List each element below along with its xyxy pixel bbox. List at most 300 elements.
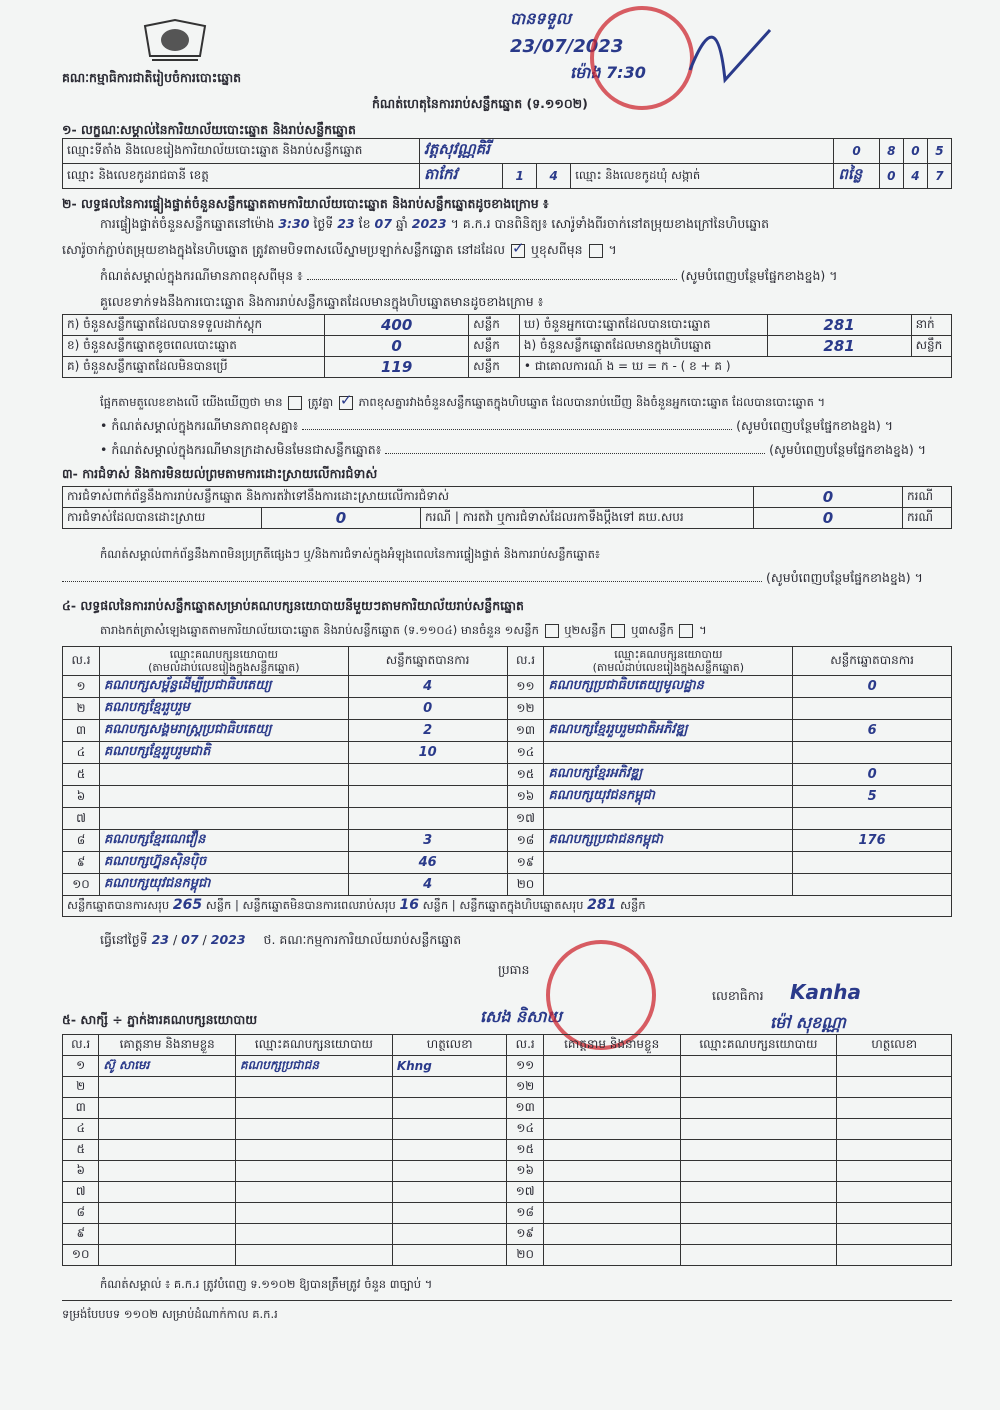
party-name: គណបក្សខ្មែរណេវឿន xyxy=(99,830,348,852)
ballot-counts-table xyxy=(62,314,952,378)
year-label: ឆ្នាំ xyxy=(395,216,408,231)
table-row xyxy=(63,698,952,720)
note2-line xyxy=(100,418,893,434)
note3-line xyxy=(100,442,926,458)
witness-signature xyxy=(392,1182,507,1203)
witness-party xyxy=(236,1182,393,1203)
party-votes: 2 xyxy=(348,720,507,742)
row-c-value: 119 xyxy=(325,357,469,378)
compare-line xyxy=(100,394,825,410)
note1-dots[interactable] xyxy=(307,279,677,280)
row-e-value: 281 xyxy=(767,336,911,357)
witness-name xyxy=(99,1203,236,1224)
valid-total-label: សន្លឹកឆ្នោតបានការសរុប xyxy=(67,898,170,912)
witness-no: ១៤ xyxy=(507,1119,543,1140)
intro-rows: គួលេខទាក់ទងនឹងការបោះឆ្នោត និងការរាប់សន្លឹកឆ្នោតដែលមានក្នុងហិបឆ្នោតមានដូចខាងក្រោម ៖ xyxy=(100,294,544,309)
objection-row1-label: ការជំទាស់ពាក់ព័ន្ធនឹងការរាប់សន្លឹកឆ្នោត និងការតវ៉ាទៅនឹងការដោះស្រាយលើការជំទាស់ xyxy=(63,487,754,508)
witness-party xyxy=(236,1224,393,1245)
witness-party xyxy=(236,1161,393,1182)
note2-label: • កំណត់សម្គាល់ក្នុងករណីមានភាពខុសគ្នា៖ xyxy=(100,418,299,433)
witness-party[interactable] xyxy=(680,1245,837,1266)
verification-month: 07 xyxy=(374,216,392,231)
has-diff-checkbox[interactable] xyxy=(288,396,302,410)
box-total-label: សន្លឹកឆ្នោតក្នុងហិបឆ្នោតសរុប xyxy=(459,898,584,912)
row-d-unit: នាក់ xyxy=(911,315,951,336)
table-row xyxy=(63,808,952,830)
party-no: ៦ xyxy=(63,786,100,808)
witness-party[interactable] xyxy=(680,1098,837,1119)
party-name xyxy=(99,786,348,808)
table-row xyxy=(63,1056,952,1077)
witness-col-sig-left: ហត្ថលេខា xyxy=(392,1035,507,1056)
station-label: ឈ្មោះទីតាំង និងលេខរៀងការិយាល័យបោះឆ្នោត និងរាប់សន្លឹកឆ្នោត xyxy=(63,139,420,164)
witness-col-party-left: ឈ្មោះគណបក្សនយោបាយ xyxy=(236,1035,393,1056)
party-name xyxy=(544,742,793,764)
witness-name xyxy=(99,1224,236,1245)
party-name xyxy=(544,698,793,720)
committee-label: ថ. គណៈកម្មការការិយាល័យរាប់សន្លឹកឆ្នោត xyxy=(263,932,462,947)
party-votes xyxy=(348,786,507,808)
witness-party[interactable] xyxy=(680,1056,837,1077)
party-name: គណបក្សខ្មែររួបរួមជាតិ xyxy=(99,742,348,764)
chair-label: ប្រធាន xyxy=(498,962,530,977)
witness-no: ៦ xyxy=(63,1161,99,1182)
fill-more-2: (សូមបំពេញបន្ថែមផ្នែកខាងខ្នង) ។ xyxy=(736,418,893,433)
verification-line-2: សោរ៉ូចាក់ភ្ជាប់តម្រុយខាងក្នុងនៃហិបឆ្នោត ត្រូវតាមបិទពាសលើស្នាមប្រឡាក់សន្លឹកឆ្នោត នៅដដែល ✓ ឬខុសពីមុន ។ xyxy=(62,242,617,258)
table-row xyxy=(63,1098,952,1119)
witness-signature[interactable] xyxy=(837,1161,952,1182)
party-no: ៣ xyxy=(63,720,100,742)
verification-line2-text: សោរ៉ូចាក់ភ្ជាប់តម្រុយខាងក្នុងនៃហិបឆ្នោត ត្រូវតាមបិទពាសលើស្នាមប្រឡាក់សន្លឹកឆ្នោត នៅដដែល xyxy=(62,242,506,257)
party-no: ៥ xyxy=(63,764,100,786)
formula: • ជាគោលការណ៍ ង = ឃ = ក - ( ខ + គ ) xyxy=(519,357,951,378)
party-votes xyxy=(793,698,952,720)
section1-title: ១- លក្ខណៈសម្គាល់នៃការិយាល័យបោះឆ្នោត និងរាប់សន្លឹកឆ្នោត xyxy=(62,122,356,137)
note3-label: • កំណត់សម្គាល់ក្នុងករណីមានក្រដាសមិនមែនជាសន្លឹកឆ្នោត៖ xyxy=(100,442,382,457)
witness-no: ១៨ xyxy=(507,1203,543,1224)
witness-signature[interactable] xyxy=(837,1140,952,1161)
fill-more-4: (សូមបំពេញបន្ថែមផ្នែកខាងខ្នង) ។ xyxy=(765,570,923,585)
totals-row: សន្លឹកឆ្នោតបានការសរុប 265 សន្លឹក | សន្លឹកឆ្នោតមិនបានការពេលរាប់សរុប 16 សន្លឹក | សន្លឹកឆ្នោតក្នុងហិបឆ្នោតសរុប 281 សន្លឹក xyxy=(63,896,952,917)
row-a-label: ក) ចំនួនសន្លឹកឆ្នោតដែលបានទទួលដាក់ស្ដុក xyxy=(63,315,325,336)
table-row xyxy=(63,1224,952,1245)
witness-name[interactable] xyxy=(543,1140,680,1161)
section2-title: ២- លទ្ធផលនៃការផ្ទៀងផ្ទាត់ចំនួនសន្លឹកឆ្នោតតាមការិយាល័យបោះឆ្នោត និងរាប់សន្លឹកឆ្នោតដូចខាងក្រោម ៖ xyxy=(62,196,549,211)
party-no: ១២ xyxy=(507,698,544,720)
made-year: 2023 xyxy=(210,932,246,947)
compare-rest: ភាពខុសគ្នារវាងចំនួនសន្លឹកឆ្នោតក្នុងហិបឆ្នោត ដែលបានរាប់ឃើញ និងចំនួនអ្នកបោះឆ្នោត ដែលបានបោះឆ្នោត ។ xyxy=(358,395,826,409)
box-total-value: 281 xyxy=(587,897,617,913)
table-row xyxy=(63,1119,952,1140)
box-total-unit: សន្លឹក xyxy=(620,898,646,912)
objection-row2-unit: ករណី xyxy=(425,510,452,524)
tally-intro: តារាងកត់ត្រាសំឡេងឆ្នោតតាមការិយាល័យបោះឆ្នោត និងរាប់សន្លឹកឆ្នោត (ទ.១១០៤) មានចំនួន ១សន្លឹក xyxy=(100,623,539,637)
province-code-1: 1 xyxy=(503,164,537,189)
objection-row2b-value: 0 xyxy=(754,508,903,529)
col-party-left-title: ឈ្មោះគណបក្សនយោបាយ xyxy=(169,648,278,661)
row-d-value: 281 xyxy=(767,315,911,336)
verification-year: 2023 xyxy=(411,216,447,231)
party-name: គណបក្សយុវជនកម្ពុជា xyxy=(544,786,793,808)
party-votes xyxy=(793,742,952,764)
official-stamp-top xyxy=(590,6,694,110)
party-name xyxy=(544,874,793,896)
one-sheet-checkbox[interactable] xyxy=(545,624,559,638)
day-label: ថ្ងៃទី xyxy=(313,216,334,231)
witness-signature[interactable] xyxy=(837,1224,952,1245)
witness-no: ១២ xyxy=(507,1077,543,1098)
col-party-left-sub: (តាមលំដាប់លេខរៀងក្នុងសន្លឹកឆ្នោត) xyxy=(148,661,300,674)
party-name: គណបក្សខ្មែររួបរួមជាតិអភិវឌ្ឍ xyxy=(544,720,793,742)
party-no: ១៨ xyxy=(507,830,544,852)
witness-party[interactable] xyxy=(680,1203,837,1224)
witness-signature xyxy=(392,1140,507,1161)
witness-party[interactable] xyxy=(680,1182,837,1203)
match-checkbox[interactable] xyxy=(339,396,353,410)
col-votes-right: សន្លឹកឆ្នោតបានការ xyxy=(793,647,952,676)
table-row xyxy=(63,1140,952,1161)
row-e-unit: សន្លឹក xyxy=(911,336,951,357)
party-no: ៩ xyxy=(63,852,100,874)
objection-dots[interactable] xyxy=(62,581,762,582)
secretary-name: ម៉ៅ សុខណ្ណា xyxy=(770,1013,846,1032)
party-no: ១៦ xyxy=(507,786,544,808)
witness-name xyxy=(99,1098,236,1119)
form-title: កំណត់ហេតុនៃការរាប់សន្លឹកឆ្នោត (ទ.១១០២) xyxy=(372,96,588,111)
table-row xyxy=(63,1245,952,1266)
diff-checkbox[interactable] xyxy=(589,244,603,258)
party-votes: 176 xyxy=(793,830,952,852)
party-votes xyxy=(793,852,952,874)
witness-signature[interactable] xyxy=(837,1119,952,1140)
witness-party[interactable] xyxy=(680,1077,837,1098)
emblem-logo xyxy=(140,16,210,62)
table-row xyxy=(63,852,952,874)
station-info-table xyxy=(62,138,952,189)
month-label: ខែ xyxy=(358,216,371,231)
invalid-total-label: សន្លឹកឆ្នោតមិនបានការពេលរាប់សរុប xyxy=(242,898,396,912)
commune-code-1: 0 xyxy=(879,164,903,189)
party-no: ២ xyxy=(63,698,100,720)
col-no-left: ល.រ xyxy=(63,647,100,676)
party-name: គណបក្សសម្ព័ន្ធដើម្បីប្រជាធិបតេយ្យ xyxy=(99,676,348,698)
three-sheet-label: ឬ៣សន្លឹក xyxy=(631,623,674,637)
valid-total-value: 265 xyxy=(172,897,203,913)
table-row xyxy=(63,1161,952,1182)
row-b-value: 0 xyxy=(325,336,469,357)
final-note: កំណត់សម្គាល់ ៖ គ.ក.រ ត្រូវបំពេញ ទ.១១០២ ឱ្យបានត្រឹមត្រូវ ចំនួន ៣ច្បាប់ ។ xyxy=(100,1277,433,1291)
witness-signature[interactable] xyxy=(837,1077,952,1098)
party-votes xyxy=(793,874,952,896)
row-a-value: 400 xyxy=(325,315,469,336)
witness-name[interactable] xyxy=(543,1245,680,1266)
objection-row2b-text: ការតវ៉ា ឬការជំទាស់ដែលរកាទឹងប្ដឹងទៅ គឃ.សបរ xyxy=(462,510,684,524)
station-code-1: 0 xyxy=(834,139,879,164)
table-row xyxy=(63,830,952,852)
witness-no: ៥ xyxy=(63,1140,99,1161)
witness-no: ៤ xyxy=(63,1119,99,1140)
party-results-table xyxy=(62,646,952,917)
witness-no: ១៣ xyxy=(507,1098,543,1119)
section4-title: ៤- លទ្ធផលនៃការរាប់សន្លឹកឆ្នោតសម្រាប់គណបក្សនយោបាយនីមួយៗតាមការិយាល័យរាប់សន្លឹកឆ្នោត xyxy=(62,598,524,613)
footer-divider xyxy=(62,1300,952,1301)
objection-row2-value: 0 xyxy=(262,508,421,529)
table-row xyxy=(63,764,952,786)
witness-signature xyxy=(392,1119,507,1140)
party-no: ១៣ xyxy=(507,720,544,742)
note2-dots[interactable] xyxy=(302,429,732,430)
party-votes: 10 xyxy=(348,742,507,764)
witness-no: ១០ xyxy=(63,1245,99,1266)
commune-value: ពន្លៃ xyxy=(834,164,879,189)
witness-party xyxy=(236,1203,393,1224)
witness-col-sig-right: ហត្ថលេខា xyxy=(837,1035,952,1056)
objection-row2b-unit: ករណី xyxy=(903,508,952,529)
province-label: ឈ្មោះ និងលេខកូដរាជធានី ខេត្ត xyxy=(63,164,420,189)
footer-text: ទម្រង់បែបបទ ១១០២ សម្រាប់ដំណាក់កាល គ.ក.រ xyxy=(62,1307,278,1321)
compare-label: ផ្អែកតាមតួលេខខាងលើ យើងឃើញថា មាន xyxy=(100,395,283,409)
signature-line-top xyxy=(680,10,780,90)
party-name: គណបក្សខ្មែររួបរួម xyxy=(99,698,348,720)
fill-more-3: (សូមបំពេញបន្ថែមផ្នែកខាងខ្នង) ។ xyxy=(769,442,927,457)
row-b-unit: សន្លឹក xyxy=(469,336,520,357)
table-row xyxy=(63,1182,952,1203)
witness-signature xyxy=(392,1203,507,1224)
note3-dots[interactable] xyxy=(385,453,765,454)
witness-party xyxy=(236,1077,393,1098)
table-row xyxy=(63,1203,952,1224)
witness-no: ១១ xyxy=(507,1056,543,1077)
witness-name[interactable] xyxy=(543,1161,680,1182)
objection-row2-label: ការជំទាស់ដែលបានដោះស្រាយ xyxy=(63,508,262,529)
witness-party[interactable] xyxy=(680,1140,837,1161)
compare-same-label: ត្រូវគ្នា xyxy=(307,395,334,409)
witness-no: ១៥ xyxy=(507,1140,543,1161)
received-note: បានទទួល xyxy=(510,9,571,28)
party-votes: 0 xyxy=(793,764,952,786)
party-name: គណបក្សសង្គមរាស្ត្រប្រជាធិបតេយ្យ xyxy=(99,720,348,742)
row-d-label: ឃ) ចំនួនអ្នកបោះឆ្នោតដែលបានបោះឆ្នោត xyxy=(519,315,767,336)
invalid-total-unit: សន្លឹក xyxy=(422,898,449,912)
received-time: ម៉ោង 7:30 xyxy=(570,63,646,82)
party-name xyxy=(544,808,793,830)
col-party-right-title: ឈ្មោះគណបក្សនយោបាយ xyxy=(614,648,723,661)
party-votes: 4 xyxy=(348,676,507,698)
witness-name[interactable] xyxy=(543,1203,680,1224)
party-no: ១៥ xyxy=(507,764,544,786)
table-row xyxy=(63,720,952,742)
witness-name xyxy=(99,1161,236,1182)
witness-signature[interactable] xyxy=(837,1245,952,1266)
col-no-right: ល.រ xyxy=(507,647,544,676)
station-code-3: 0 xyxy=(903,139,927,164)
witness-name xyxy=(99,1182,236,1203)
witness-name[interactable] xyxy=(543,1182,680,1203)
witness-no: ១៩ xyxy=(507,1224,543,1245)
station-value: វត្តសុវណ្ណគិរី xyxy=(420,139,834,164)
witness-name[interactable] xyxy=(543,1098,680,1119)
verification-time: 3:30 xyxy=(278,216,310,231)
witness-no: ៣ xyxy=(63,1098,99,1119)
commune-code-3: 7 xyxy=(927,164,951,189)
table-row xyxy=(63,676,952,698)
party-name: គណបក្សយុវជនកម្ពុជា xyxy=(99,874,348,896)
party-no: ១៩ xyxy=(507,852,544,874)
witness-signature xyxy=(392,1224,507,1245)
objection-row1-value: 0 xyxy=(754,487,903,508)
witness-name[interactable] xyxy=(543,1119,680,1140)
party-no: ១១ xyxy=(507,676,544,698)
objection-note: កំណត់សម្គាល់ពាក់ព័ន្ធនឹងភាពមិនប្រក្រតីផ្សេងៗ ឬ/និងការជំទាស់ក្នុងអំឡុងពេលនៃការផ្ទៀងផ្ទាត់ និងការរាប់សន្លឹកឆ្នោត៖ xyxy=(100,547,600,561)
col-votes-left: សន្លឹកឆ្នោតបានការ xyxy=(348,647,507,676)
same-checkbox[interactable] xyxy=(511,244,525,258)
party-no: ៤ xyxy=(63,742,100,764)
party-name xyxy=(99,764,348,786)
witness-name xyxy=(99,1077,236,1098)
objection-row2b-label: ករណី | ការតវ៉ា ឬការជំទាស់ដែលរកាទឹងប្ដឹងទៅ គឃ.សបរ xyxy=(421,508,754,529)
witness-party xyxy=(236,1140,393,1161)
commune-code-2: 4 xyxy=(903,164,927,189)
witness-col-no-left: ល.រ xyxy=(63,1035,99,1056)
party-votes xyxy=(348,808,507,830)
party-name: គណបក្សហ្វ៊ុនស៊ិនប៉ិច xyxy=(99,852,348,874)
witness-name xyxy=(99,1245,236,1266)
witness-signature xyxy=(392,1077,507,1098)
col-party-right-sub: (តាមលំដាប់លេខរៀងក្នុងសន្លឹកឆ្នោត) xyxy=(592,661,745,674)
note1-line xyxy=(100,268,837,284)
witness-no: ១ xyxy=(63,1056,99,1077)
witness-signature: Khng xyxy=(392,1056,507,1077)
witness-party[interactable] xyxy=(680,1224,837,1245)
org-name: គណៈកម្មាធិការជាតិរៀបចំការបោះឆ្នោត xyxy=(62,70,242,85)
province-value: តាកែវ xyxy=(420,164,503,189)
two-sheet-checkbox[interactable] xyxy=(611,624,625,638)
two-sheet-label: ឬ២សន្លឹក xyxy=(564,623,606,637)
party-votes xyxy=(348,764,507,786)
party-no: ៧ xyxy=(63,808,100,830)
or-diff-label: ឬខុសពីមុន xyxy=(530,242,583,257)
made-on-label: ធ្វើនៅថ្ងៃទី xyxy=(100,932,148,947)
party-votes: 6 xyxy=(793,720,952,742)
party-name: គណបក្សប្រជាជនកម្ពុជា xyxy=(544,830,793,852)
party-votes: 0 xyxy=(793,676,952,698)
received-date: 23/07/2023 xyxy=(510,36,624,57)
witness-name: ស៊ូ សាមេរ xyxy=(99,1056,236,1077)
witness-name xyxy=(99,1119,236,1140)
secretary-signature: Kanha xyxy=(790,980,861,1004)
col-party-right xyxy=(544,647,793,676)
made-on-line: ធ្វើនៅថ្ងៃទី 23 / 07 / 2023 ថ. គណៈកម្មការការិយាល័យរាប់សន្លឹកឆ្នោត xyxy=(100,932,462,947)
party-votes: 46 xyxy=(348,852,507,874)
witness-name[interactable] xyxy=(543,1056,680,1077)
row-e-label: ង) ចំនួនសន្លឹកឆ្នោតដែលមានក្នុងហិបឆ្នោត xyxy=(519,336,767,357)
witness-party: គណបក្សប្រជាជន xyxy=(236,1056,393,1077)
station-code-4: 5 xyxy=(927,139,951,164)
party-name xyxy=(99,808,348,830)
section5-title: ៥- សាក្សី ÷ ភ្នាក់ងារគណបក្សនយោបាយ xyxy=(62,1012,258,1027)
witness-col-party-right: ឈ្មោះគណបក្សនយោបាយ xyxy=(680,1035,837,1056)
row-a-unit: សន្លឹក xyxy=(469,315,520,336)
witness-signature[interactable] xyxy=(837,1203,952,1224)
witness-signature[interactable] xyxy=(837,1056,952,1077)
table-row xyxy=(63,874,952,896)
witness-signature[interactable] xyxy=(837,1098,952,1119)
party-no: ១៤ xyxy=(507,742,544,764)
party-name: គណបក្សប្រជាធិបតេយ្យមូលដ្ឋាន xyxy=(544,676,793,698)
witness-no: ១៧ xyxy=(507,1182,543,1203)
party-no: ២០ xyxy=(507,874,544,896)
verification-day: 23 xyxy=(337,216,355,231)
party-no: ១៧ xyxy=(507,808,544,830)
three-sheet-checkbox[interactable] xyxy=(679,624,693,638)
party-no: ១០ xyxy=(63,874,100,896)
witness-col-name-left: គោត្តនាម និងនាមខ្លួន xyxy=(99,1035,236,1056)
witness-party xyxy=(236,1098,393,1119)
objection-row1-unit: ករណី xyxy=(903,487,952,508)
party-no: ១ xyxy=(63,676,100,698)
party-votes: 4 xyxy=(348,874,507,896)
witness-col-name-right: គោត្តនាម និងនាមខ្លួន xyxy=(543,1035,680,1056)
witness-party xyxy=(236,1119,393,1140)
witness-name[interactable] xyxy=(543,1077,680,1098)
secretary-label: លេខាធិការ xyxy=(712,988,764,1003)
witness-no: ២០ xyxy=(507,1245,543,1266)
witness-name[interactable] xyxy=(543,1224,680,1245)
witness-no: ៧ xyxy=(63,1182,99,1203)
witness-name xyxy=(99,1140,236,1161)
province-code-2: 4 xyxy=(537,164,571,189)
tally-intro-line: តារាងកត់ត្រាសំឡេងឆ្នោតតាមការិយាល័យបោះឆ្នោត និងរាប់សន្លឹកឆ្នោត (ទ.១១០៤) មានចំនួន ១សន្លឹក ឬ២សន្លឹក ឬ៣សន្លឹក ។ xyxy=(100,623,707,637)
objection-note-line xyxy=(62,570,923,586)
party-votes: 0 xyxy=(348,698,507,720)
table-row xyxy=(63,1077,952,1098)
verification-post: ។ គ.ក.រ បានពិនិត្យ៖ សោរ៉ូទាំងពីរចាក់នៅតម្រុយខាងក្រៅនៃហិបឆ្នោត xyxy=(450,216,770,231)
made-day: 23 xyxy=(151,932,169,947)
witness-no: ២ xyxy=(63,1077,99,1098)
party-votes: 5 xyxy=(793,786,952,808)
witness-party xyxy=(236,1245,393,1266)
witness-signature xyxy=(392,1161,507,1182)
row-c-label: គ) ចំនួនសន្លឹកឆ្នោតដែលមិនបានប្រើ xyxy=(63,357,325,378)
witness-col-no-right: ល.រ xyxy=(507,1035,543,1056)
fill-more-1: (សូមបំពេញបន្ថែមផ្នែកខាងខ្នង) ។ xyxy=(680,268,838,283)
verification-line xyxy=(100,216,769,232)
station-code-2: 8 xyxy=(879,139,903,164)
verification-pre: ការផ្ទៀងផ្ទាត់ចំនួនសន្លឹកឆ្នោតនៅម៉ោង xyxy=(100,216,275,231)
valid-total-unit: សន្លឹក xyxy=(205,898,232,912)
party-votes: 3 xyxy=(348,830,507,852)
made-month: 07 xyxy=(181,932,199,947)
witness-no: ៨ xyxy=(63,1203,99,1224)
row-b-label: ខ) ចំនួនសន្លឹកឆ្នោតខូចពេលបោះឆ្នោត xyxy=(63,336,325,357)
chair-name: សេង និសាយ xyxy=(480,1007,562,1026)
party-votes xyxy=(793,808,952,830)
commune-label: ឈ្មោះ និងលេខកូដឃុំ សង្កាត់ xyxy=(571,164,834,189)
witness-no: ៩ xyxy=(63,1224,99,1245)
note1-label: កំណត់សម្គាល់ក្នុងករណីមានភាពខុសពីមុន ៖ xyxy=(100,268,303,283)
witness-party[interactable] xyxy=(680,1119,837,1140)
witness-signature xyxy=(392,1098,507,1119)
col-party-left xyxy=(99,647,348,676)
row-c-unit: សន្លឹក xyxy=(469,357,520,378)
witness-signature[interactable] xyxy=(837,1182,952,1203)
party-no: ៨ xyxy=(63,830,100,852)
invalid-total-value: 16 xyxy=(399,897,419,913)
party-name: គណបក្សខ្មែរអភិវឌ្ឍ xyxy=(544,764,793,786)
party-name xyxy=(544,852,793,874)
witness-party[interactable] xyxy=(680,1161,837,1182)
table-row xyxy=(63,786,952,808)
